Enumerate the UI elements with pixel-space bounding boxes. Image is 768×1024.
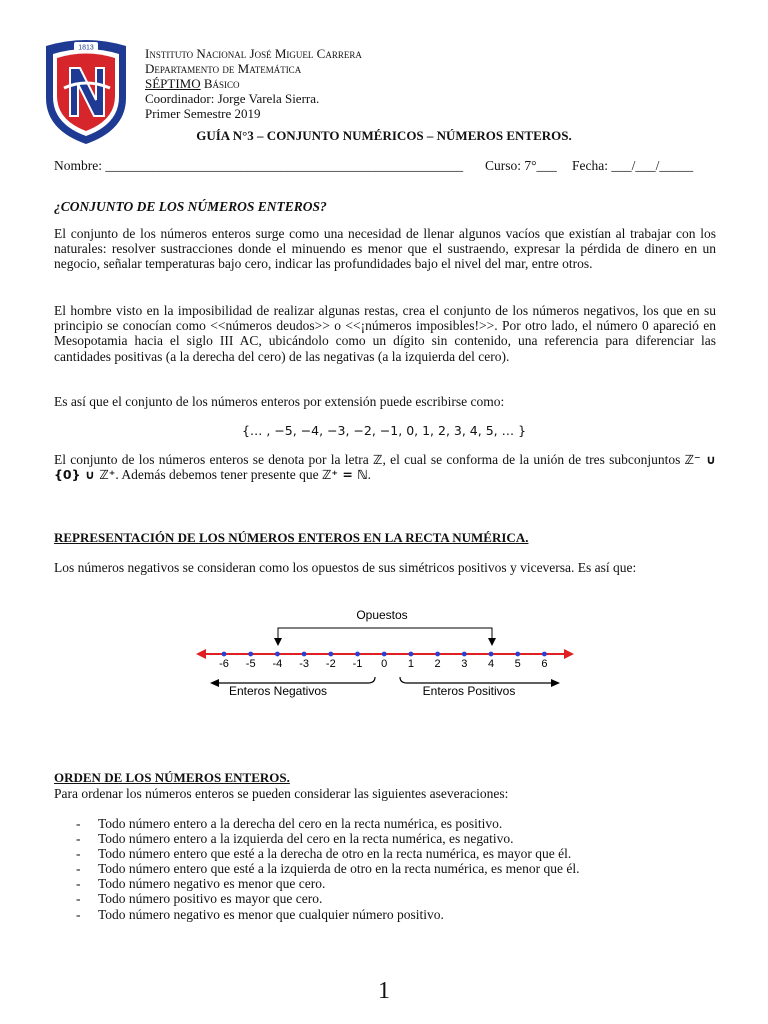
tick-dot: [435, 652, 440, 657]
section3-intro: Para ordenar los números enteros se pueden considerar las siguientes aseveraciones:: [54, 786, 509, 801]
tick-label: -3: [299, 658, 309, 670]
tick-dot: [515, 652, 520, 657]
section1-paragraph-2: El hombre visto en la imposibilidad de realizar algunas restas, crea el conjunto de los números negativos, los que en su principio se conocían como <<números deudos>> o <<¡números imposibles!>>. Por otro lado, el número 0 apareció en Mesopotamia hacia el siglo III AC, ubicándolo como un dígito sin contenido, una referencia para diferenciar las cantidades positivas (a la derecha del cero) de las negativas (a la izquierda del cero).: [54, 303, 716, 364]
p4-text-a: El conjunto de los números enteros se denota por la letra: [54, 452, 369, 467]
list-dash: -: [76, 876, 81, 892]
list-item-text: Todo número entero a la derecha del cero en la recta numérica, es positivo.: [98, 816, 503, 831]
tick-label: 1: [407, 658, 414, 670]
number-line-figure: [190, 602, 580, 702]
semester: Primer Semestre 2019: [145, 106, 261, 121]
section2-heading: REPRESENTACIÓN DE LOS NÚMEROS ENTEROS EN LA RECTA NUMÉRICA.: [54, 530, 529, 545]
enteros-negativos-label: Enteros Negativos: [228, 684, 328, 698]
institution-name: Instituto Nacional José Miguel Carrera: [145, 46, 362, 61]
list-dash: -: [76, 846, 81, 862]
tick-dot: [409, 652, 414, 657]
grade-level-main: SÉPTIMO: [145, 76, 201, 91]
grade-level: [145, 76, 240, 91]
list-item: [76, 831, 579, 846]
order-rules-list: [76, 816, 579, 922]
tick-label: 2: [434, 658, 441, 670]
tick-label: -4: [272, 658, 283, 670]
tick-label: 5: [514, 658, 521, 670]
document-title: GUÍA N°3 – CONJUNTO NUMÉRICOS – NÚMEROS ENTEROS.: [196, 128, 572, 143]
tick-label: 0: [381, 658, 388, 670]
list-item-text: Todo número entero que esté a la derecha de otro en la recta numérica, es mayor que él.: [98, 846, 572, 862]
tick-dot: [328, 652, 333, 657]
integers-symbol: ℤ: [373, 452, 383, 467]
p4-text-b: , el cual se conforma de la unión de tres subconjuntos: [382, 452, 681, 467]
list-item-text: Todo número negativo es menor que cualquier número positivo.: [98, 906, 444, 922]
tick-label: 4: [487, 658, 495, 670]
p4-text-c: . Además debemos tener presente que: [115, 467, 319, 483]
section3-heading: ORDEN DE LOS NÚMEROS ENTEROS.: [54, 770, 290, 785]
integer-set-expression: {… , −5, −4, −3, −2, −1, 0, 1, 2, 3, 4, 5, … }: [241, 423, 527, 438]
tick-dot: [248, 652, 253, 657]
tick-dot: [542, 652, 547, 657]
tick-dot: [355, 652, 360, 657]
department-name: Departamento de Matemática: [145, 61, 302, 76]
tick-dot: [462, 652, 467, 657]
grade-level-sub: Básico: [203, 76, 240, 91]
list-dash: -: [76, 831, 81, 847]
list-item-text: Todo número entero a la izquierda del cero en la recta numérica, es negativo.: [98, 831, 514, 847]
curso-field[interactable]: Curso: 7°___: [485, 158, 557, 173]
opuestos-label: Opuestos: [356, 608, 408, 622]
list-dash: -: [76, 861, 81, 877]
tick-label: -5: [245, 658, 256, 670]
tick-dot: [302, 652, 307, 657]
tick-dot: [275, 652, 280, 657]
list-dash: -: [76, 816, 81, 831]
section2-paragraph-1: Los números negativos se consideran como los opuestos de sus simétricos positivos y viceversa. Es así que:: [54, 560, 637, 575]
nombre-field[interactable]: Nombre: _____________________________________________________: [54, 158, 464, 173]
section1-paragraph-1: El conjunto de los números enteros surge como una necesidad de llenar algunos vacíos que existían al trabajar con los naturales: resolver sustracciones donde el minuendo es menor que el sustraendo, expresar la pérdida de dinero en un negocio, señalar temperaturas bajo cero, indicar las profundidades bajo el nivel del mar, entre otros.: [54, 226, 716, 272]
p4-text-d: .: [367, 467, 371, 483]
list-item-text: Todo número entero que esté a la izquierda de otro en la recta numérica, es menor que él.: [98, 861, 580, 877]
list-item-text: Todo número positivo es mayor que cero.: [98, 891, 323, 907]
list-item: [76, 816, 579, 831]
list-item-text: Todo número negativo es menor que cero.: [98, 876, 326, 892]
tick-dot: [382, 652, 387, 657]
list-item: [76, 876, 579, 891]
union-expression: ℤ⁻ ∪ {0} ∪ ℤ⁺: [54, 452, 717, 483]
tick-label: -1: [352, 658, 363, 670]
list-item: [76, 907, 579, 922]
list-item: [76, 846, 579, 861]
section1-paragraph-3: Es así que el conjunto de los números enteros por extensión puede escribirse como:: [54, 394, 505, 409]
list-dash: -: [76, 906, 81, 922]
tick-label: 3: [461, 658, 468, 670]
list-dash: -: [76, 891, 81, 907]
equality-expression: ℤ⁺ = ℕ: [321, 467, 368, 483]
section1-heading: ¿CONJUNTO DE LOS NÚMEROS ENTEROS?: [54, 199, 327, 214]
tick-label: -2: [325, 658, 336, 670]
page-number: 1: [378, 978, 390, 1004]
tick-dot: [489, 652, 494, 657]
list-item: [76, 861, 579, 876]
logo-year: 1813: [78, 44, 94, 52]
coordinator: Coordinador: Jorge Varela Sierra.: [145, 91, 320, 106]
tick-label: 6: [541, 658, 548, 670]
tick-dot: [222, 652, 227, 657]
list-item: [76, 891, 579, 906]
tick-label: -6: [219, 658, 229, 670]
enteros-positivos-label: Enteros Positivos: [422, 684, 516, 698]
section1-paragraph-4: [54, 452, 716, 482]
fecha-field[interactable]: Fecha: ___/___/_____: [572, 158, 694, 173]
